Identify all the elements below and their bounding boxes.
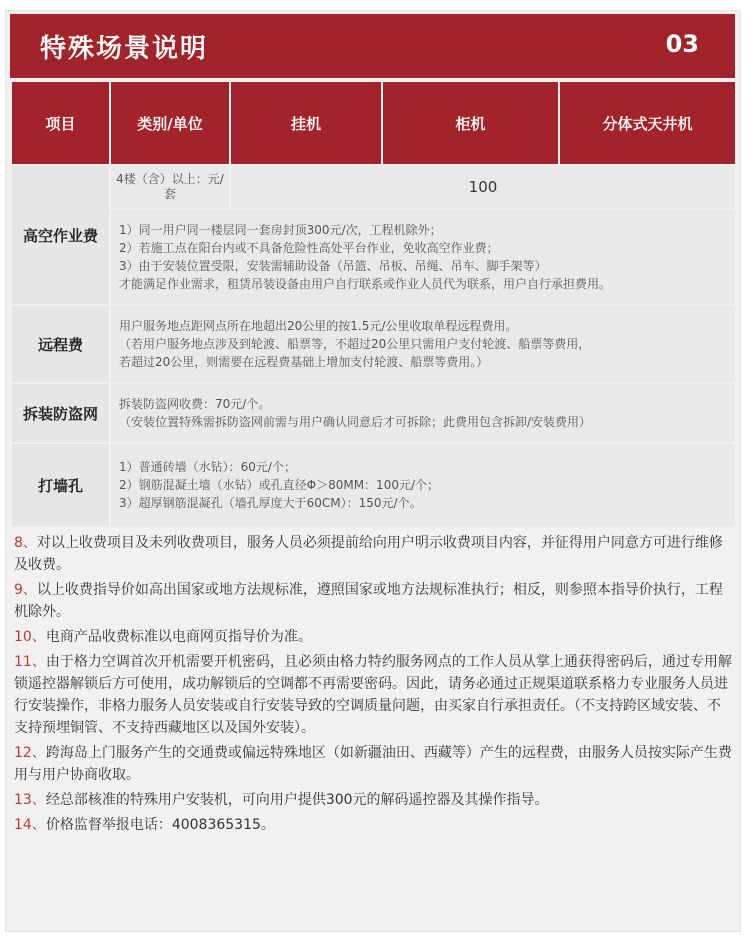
detail-line: 2）若施工点在阳台内或不具备危险性高处平台作业，免收高空作业费； <box>119 241 499 255</box>
note-item <box>14 651 732 739</box>
note-item <box>14 579 732 623</box>
row-details-remote <box>111 306 735 382</box>
detail-line: （安装位置特殊需拆防盗网前需与用户确认同意后才可拆除；此费用包含拆卸/安装费用） <box>119 415 592 429</box>
note-number: 13、 <box>14 792 46 808</box>
section-number: 03 <box>665 30 699 58</box>
table-row <box>12 306 735 382</box>
section-title: 特殊场景说明 <box>40 34 209 64</box>
note-number: 8、 <box>14 535 37 551</box>
row-item-drilling: 打墙孔 <box>12 444 109 526</box>
note-text: 电商产品收费标准以电商网页指导价为准。 <box>45 629 312 645</box>
detail-line: 若超过20公里，则需要在远程费基础上增加支付轮渡、船票等费用。） <box>119 355 489 369</box>
note-number: 10、 <box>14 629 46 645</box>
row-item-high-altitude: 高空作业费 <box>12 166 109 304</box>
col-header-item: 项目 <box>12 82 109 164</box>
detail-line: （若用户服务地点涉及到轮渡、船票等，不超过20公里只需用户支付轮渡、船票等费用， <box>119 337 591 351</box>
notes-list <box>14 532 732 839</box>
note-number: 12、 <box>14 745 46 761</box>
detail-line: 1）普通砖墙（水钻）：60元/个； <box>119 460 296 474</box>
fee-table <box>10 80 737 528</box>
note-item <box>14 742 732 786</box>
note-text: 价格监督举报电话：4008365315。 <box>45 817 275 833</box>
note-text: 由于格力空调首次开机需要开机密码，且必须由格力特约服务网点的工作人员从掌上通获得密码后，通过专用解锁遥控器解锁后方可使用，成功解锁后的空调都不再需要密码。因此，请务必通过正规渠道联系格力专业服务人员进行安装操作，非格力服务人员安装或自行安装导致的空调质量问题，由买家自行承担责任。（不支持跨区域安装、不支持预埋铜管、不支持西藏地区以及国外安装）。 <box>14 654 732 736</box>
row-price-high-altitude: 100 <box>231 166 735 208</box>
row-category-high-altitude: 4楼（含）以上：元/套 <box>111 166 229 208</box>
detail-line: 1）同一用户同一楼层同一套房封顶300元/次，工程机除外； <box>119 223 442 237</box>
note-number: 11、 <box>14 654 46 670</box>
detail-line: 2）钢筋混凝土墙（水钻）或孔直径Φ＞80MM：100元/个； <box>119 478 440 492</box>
table-header-row <box>12 82 735 164</box>
col-header-floor-unit: 柜机 <box>383 82 558 164</box>
detail-line: 才能满足作业需求，租赁吊装设备由用户自行联系或作业人员代为联系，用户自行承担费用。 <box>119 277 612 291</box>
row-item-anti-theft: 拆装防盗网 <box>12 384 109 442</box>
note-text: 经总部核准的特殊用户安装机，可向用户提供300元的解码遥控器及其操作指导。 <box>45 792 549 808</box>
table-row <box>12 384 735 442</box>
table-row <box>12 444 735 526</box>
note-text: 以上收费指导价如高出国家或地方法规标准，遵照国家或地方法规标准执行；相反，则参照本指导价执行，工程机除外。 <box>14 582 723 620</box>
note-item <box>14 532 732 576</box>
row-details-anti-theft <box>111 384 735 442</box>
detail-line: 3）由于安装位置受限，安装需辅助设备（吊篮、吊板、吊绳、吊车、脚手架等） <box>119 259 547 273</box>
col-header-category: 类别/单位 <box>111 82 229 164</box>
note-number: 14、 <box>14 817 46 833</box>
row-details-drilling <box>111 444 735 526</box>
detail-line: 用户服务地点距网点所在地超出20公里的按1.5元/公里收取单程远程费用。 <box>119 319 518 333</box>
col-header-wall-unit: 挂机 <box>231 82 381 164</box>
table-row <box>12 210 735 304</box>
note-item <box>14 789 732 811</box>
note-text: 对以上收费项目及未列收费项目，服务人员必须提前给向用户明示收费项目内容，并征得用户同意方可进行维修及收费。 <box>14 535 723 573</box>
detail-line: 拆装防盗网收费：70元/个。 <box>119 397 271 411</box>
table-row <box>12 166 735 208</box>
note-text: 跨海岛上门服务产生的交通费或偏远特殊地区（如新疆油田、西藏等）产生的远程费，由服务人员按实际产生费用与用户协商收取。 <box>14 745 732 783</box>
note-number: 9、 <box>14 582 37 598</box>
section-header <box>10 14 735 78</box>
detail-line: 3）超厚钢筋混凝孔（墙孔厚度大于60CM）：150元/个。 <box>119 496 422 510</box>
row-item-remote: 远程费 <box>12 306 109 382</box>
col-header-ceiling-unit: 分体式天井机 <box>560 82 735 164</box>
row-details-high-altitude <box>111 210 735 304</box>
note-item <box>14 814 732 836</box>
note-item <box>14 626 732 648</box>
